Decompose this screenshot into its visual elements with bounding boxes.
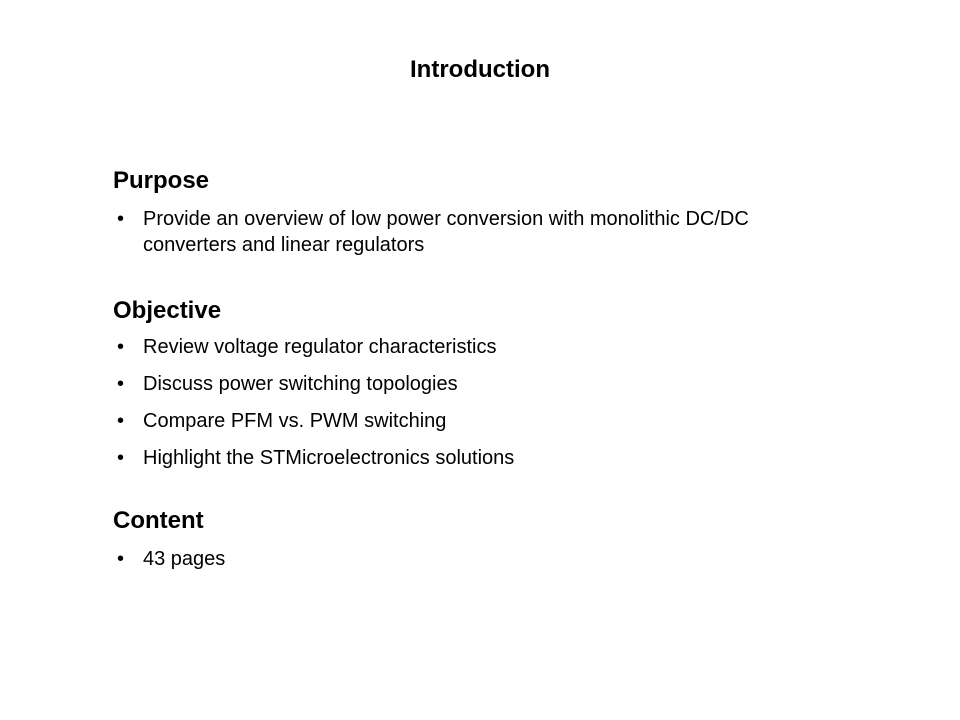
objective-bullet-text: Review voltage regulator characteristics [143, 336, 497, 358]
objective-bullet-text: Compare PFM vs. PWM switching [143, 410, 447, 432]
bullet-icon: • [117, 548, 125, 570]
slide-title: Introduction [410, 56, 550, 83]
purpose-section [113, 166, 833, 258]
purpose-bullet-list [113, 206, 833, 258]
objective-heading: Objective [113, 297, 222, 324]
objective-bullet [113, 408, 833, 434]
objective-bullet [113, 334, 833, 360]
purpose-bullet-text: Provide an overview of low power conversion with monolithic DC/DC converters and linear regulators [143, 208, 749, 256]
objective-bullet [113, 445, 833, 471]
bullet-icon: • [117, 373, 125, 395]
content-bullet [113, 546, 833, 572]
bullet-icon: • [117, 410, 125, 432]
objective-bullet-text: Discuss power switching topologies [143, 373, 458, 395]
content-section [113, 506, 833, 572]
bullet-icon: • [117, 447, 125, 469]
purpose-heading: Purpose [113, 167, 210, 194]
bullet-icon: • [117, 336, 125, 358]
objective-section [113, 296, 833, 482]
objective-bullet-list [113, 334, 833, 471]
objective-bullet [113, 371, 833, 397]
bullet-icon: • [117, 208, 125, 230]
content-heading: Content [113, 507, 204, 534]
content-bullet-text: 43 pages [143, 548, 226, 570]
content-bullet-list [113, 546, 833, 572]
objective-bullet-text: Highlight the STMicroelectronics solutions [143, 447, 515, 469]
purpose-bullet [113, 206, 833, 258]
